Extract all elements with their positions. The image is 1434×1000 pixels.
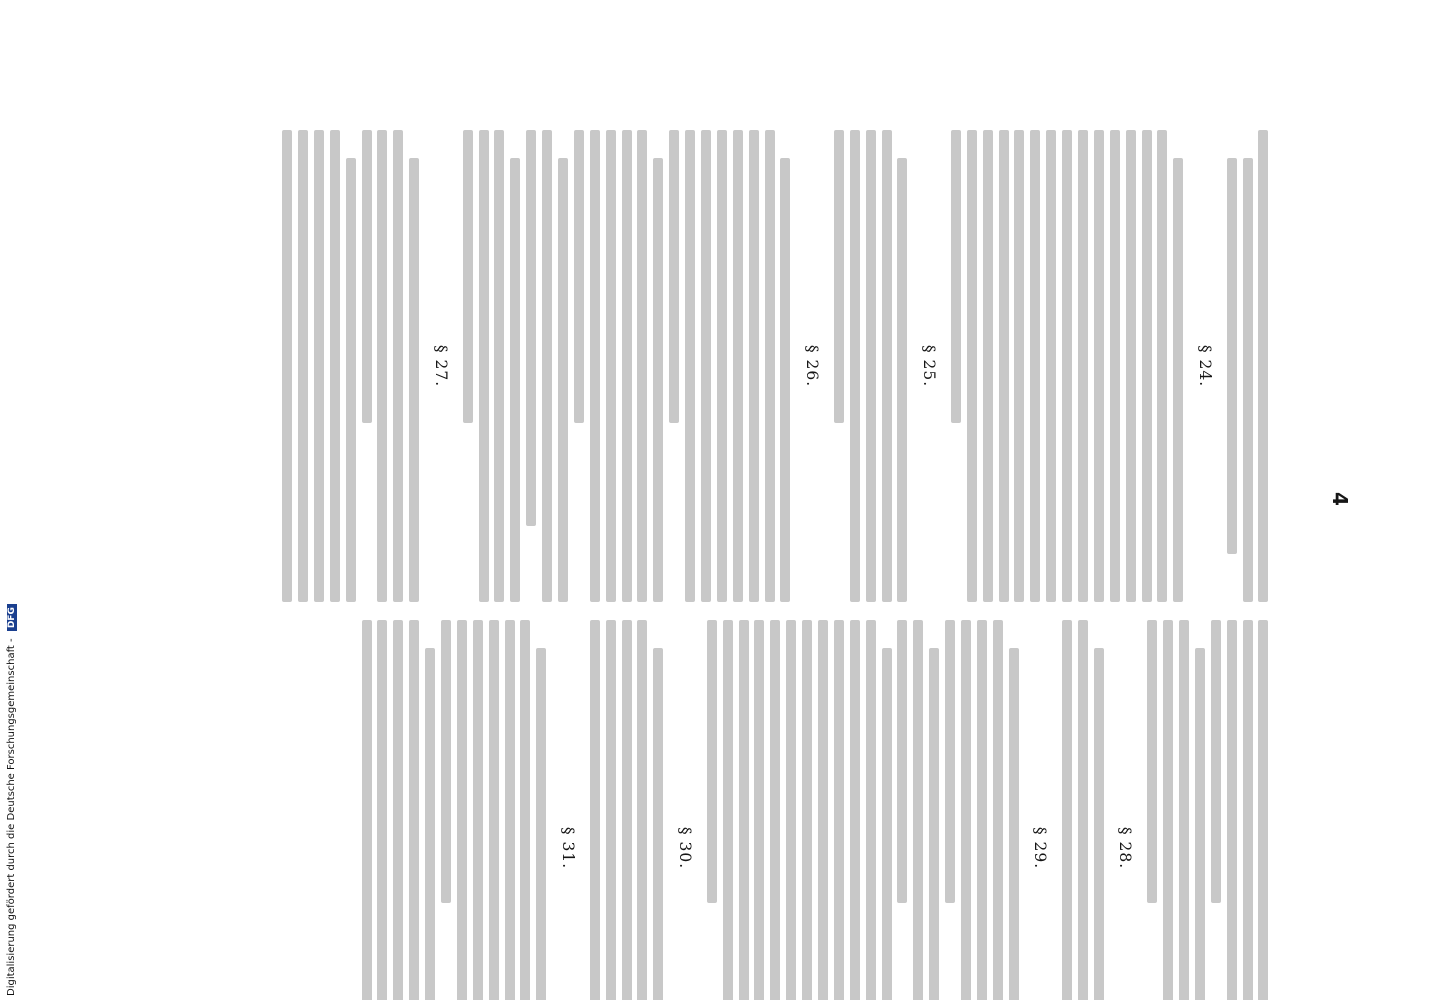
section-24-heading: § 24. <box>1195 344 1214 388</box>
section-25-body <box>834 130 908 602</box>
section-31-body <box>362 620 547 1000</box>
dfg-logo: DFG <box>7 604 17 631</box>
funding-text: Digitalisierung gefördert durch die Deutsche Forschungsgemeinschaft - <box>6 638 17 996</box>
section-31-heading: § 31. <box>558 826 577 870</box>
left-column-intro <box>1227 130 1269 602</box>
funding-note <box>6 8 17 996</box>
section-27-body <box>282 130 419 602</box>
section-26-body <box>463 130 791 602</box>
section-27-continued <box>1147 620 1268 1000</box>
section-24-body <box>951 130 1183 602</box>
section-28-heading: § 28. <box>1116 826 1135 870</box>
page-number: 4 <box>1328 492 1352 506</box>
section-28-body <box>1062 620 1104 1000</box>
left-column <box>276 130 1274 602</box>
right-column <box>356 620 1274 1000</box>
section-26-heading: § 26. <box>802 344 821 388</box>
section-30-body <box>590 620 664 1000</box>
section-30-heading: § 30. <box>675 826 694 870</box>
section-25-heading: § 25. <box>919 344 938 388</box>
section-29-body <box>707 620 1019 1000</box>
section-29-heading: § 29. <box>1031 826 1050 870</box>
section-27-heading: § 27. <box>431 344 450 388</box>
